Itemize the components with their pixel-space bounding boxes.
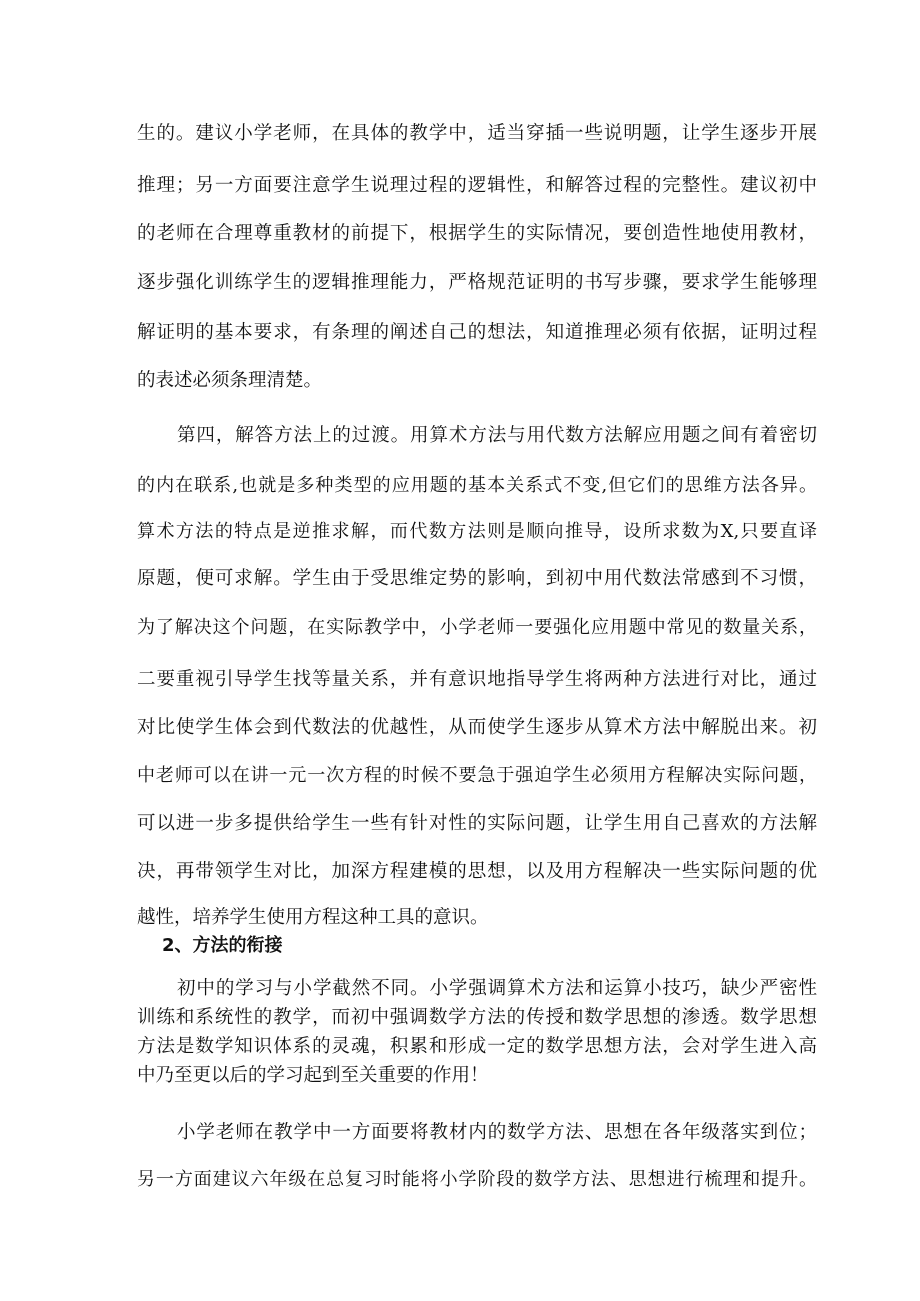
paragraph-line: 解证明的基本要求，有条理的阐述自己的想法，知道推理必须有依据，证明过程 [137,322,817,343]
paragraph-line: 二要重视引导学生找等量关系，并有意识地指导学生将两种方法进行对比，通过 [137,669,817,690]
paragraph-line: 中乃至更以后的学习起到至关重要的作用！ [137,1065,489,1086]
paragraph-line: 对比使学生体会到代数法的优越性，从而使学生逐步从算术方法中解脱出来。初 [137,717,817,738]
paragraph-line: 第四，解答方法上的过渡。用算术方法与用代数方法解应用题之间有着密切 [177,425,817,446]
paragraph-line: 逐步强化训练学生的逻辑推理能力，严格规范证明的书写步骤，要求学生能够理 [137,272,817,293]
paragraph-line: 方法是数学知识体系的灵魂，积累和形成一定的数学思想方法，会对学生进入高 [137,1036,817,1057]
paragraph-line: 中老师可以在讲一元一次方程的时候不要急于强迫学生必须用方程解决实际问题， [137,765,817,786]
paragraph-line: 小学老师在教学中一方面要将教材内的数学方法、思想在各年级落实到位； [177,1122,817,1143]
paragraph-line: 原题，便可求解。学生由于受思维定势的影响，到初中用代数法常感到不习惯， [137,568,817,589]
paragraph-line: 可以进一步多提供给学生一些有针对性的实际问题，让学生用自己喜欢的方法解 [137,813,817,834]
paragraph-line: 越性，培养学生使用方程这种工具的意识。 [137,907,489,928]
paragraph-line: 另一方面建议六年级在总复习时能将小学阶段的数学方法、思想进行梳理和提升。 [137,1169,817,1190]
paragraph-line: 训练和系统性的教学，而初中强调数学方法的传授和数学思想的渗透。数学思想 [137,1007,817,1028]
paragraph-line: 算术方法的特点是逆推求解，而代数方法则是顺向推导，设所求数为X,只要直译 [137,521,817,542]
paragraph-line: 初中的学习与小学截然不同。小学强调算术方法和运算小技巧，缺少严密性 [177,978,817,999]
section-heading: 2、方法的衔接 [162,935,283,956]
paragraph-line: 的表述必须条理清楚。 [137,370,323,391]
paragraph-line: 推理；另一方面要注意学生说理过程的逻辑性，和解答过程的完整性。建议初中 [137,175,817,196]
paragraph-line: 的内在联系,也就是多种类型的应用题的基本关系式不变,但它们的思维方法各异。 [137,475,817,496]
paragraph-line: 决，再带领学生对比，加深方程建模的思想，以及用方程解决一些实际问题的优 [137,861,817,882]
paragraph-line: 为了解决这个问题，在实际教学中，小学老师一要强化应用题中常见的数量关系， [137,617,817,638]
paragraph-line: 生的。建议小学老师，在具体的教学中，适当穿插一些说明题，让学生逐步开展 [137,123,817,144]
paragraph-line: 的老师在合理尊重教材的前提下，根据学生的实际情况，要创造性地使用教材， [137,223,817,244]
